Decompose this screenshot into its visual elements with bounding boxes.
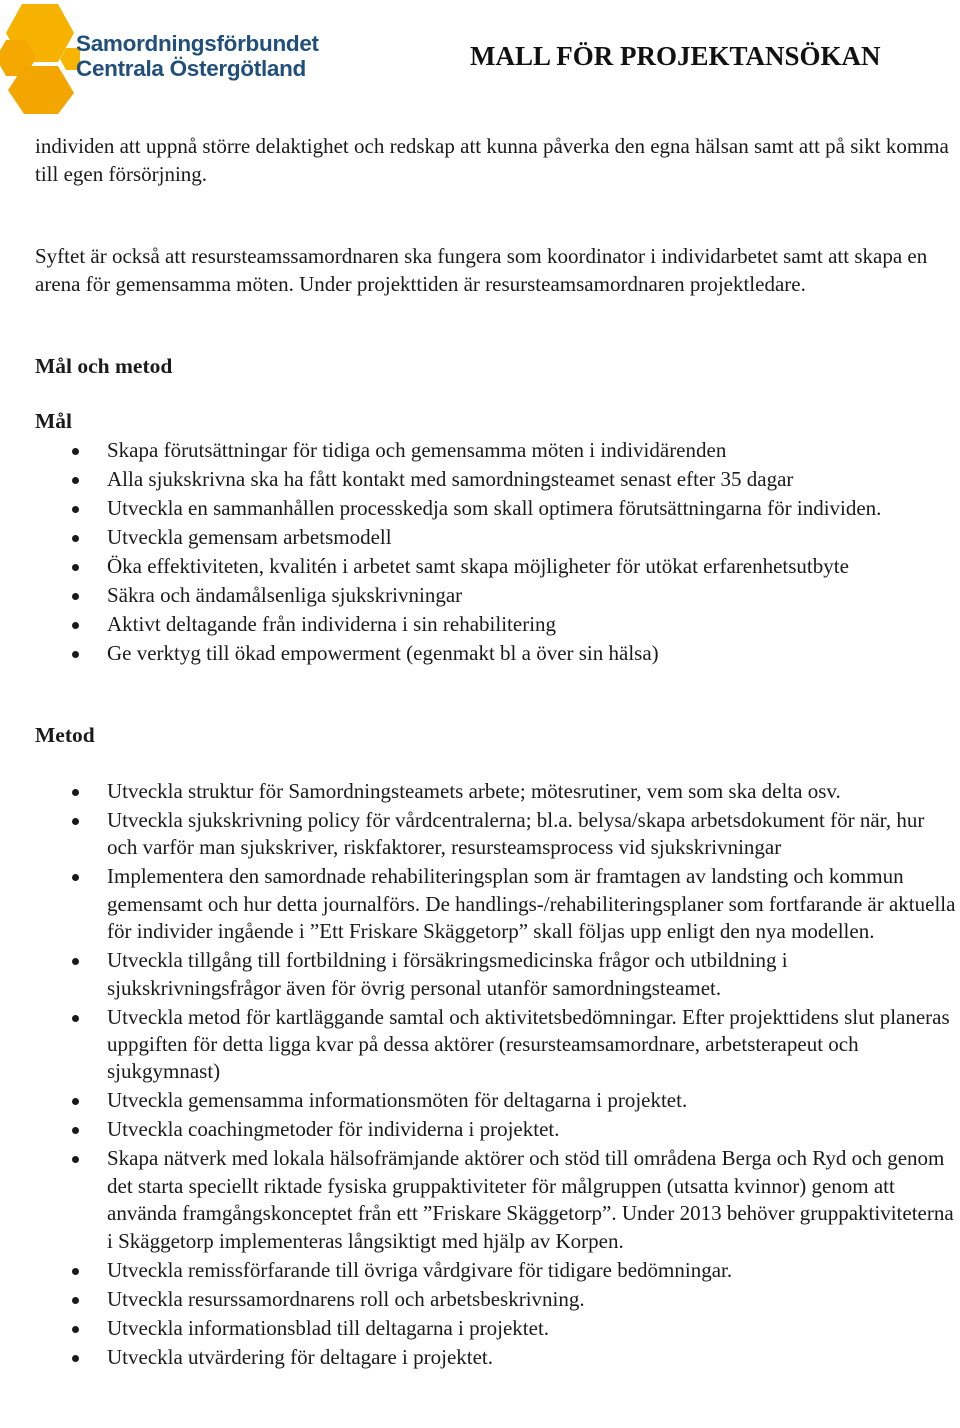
bullet-icon: [72, 564, 79, 571]
mal-heading: Mål: [35, 409, 73, 433]
list-item: Utveckla gemensam arbetsmodell: [0, 524, 960, 551]
bullet-icon: [72, 448, 79, 455]
list-item: Utveckla utvärdering för deltagare i projektet.: [0, 1344, 960, 1371]
list-item: Utveckla en sammanhållen processkedja som skall optimera förutsättningarna för individen.: [0, 495, 960, 522]
bullet-icon: [72, 1326, 79, 1333]
org-name-line-2: Centrala Östergötland: [76, 56, 306, 81]
bullet-icon: [72, 506, 79, 513]
bullet-icon: [72, 789, 79, 796]
document-title: MALL FÖR PROJEKTANSÖKAN: [470, 41, 881, 71]
list-item: Öka effektiviteten, kvalitén i arbetet samt skapa möjligheter för utökat erfarenhetsutbyte: [0, 553, 960, 580]
list-item: Utveckla struktur för Samordningsteamets arbete; mötesrutiner, vem som ska delta osv.: [0, 778, 960, 805]
bullet-icon: [72, 535, 79, 542]
bullet-icon: [72, 818, 79, 825]
list-item: Skapa nätverk med lokala hälsofrämjande aktörer och stöd till områdena Berga och Ryd och genom det starta speciellt riktade fysiska gruppaktiviteter för målgruppen (utsatta kvinnor) genom att använda framgångskonceptet från ett ”Friskare Skäggetorp”. Under 2013 behöver gruppaktiviteterna i Skäggetorp implementeras långsiktigt med hjälp av Korpen.: [0, 1145, 960, 1255]
bullet-icon: [72, 651, 79, 658]
bullet-icon: [72, 874, 79, 881]
organization-name: [76, 31, 319, 81]
org-name-line-1: Samordningsförbundet: [76, 31, 319, 56]
metod-heading: Metod: [35, 723, 95, 747]
list-item: Alla sjukskrivna ska ha fått kontakt med samordningsteamet senast efter 35 dagar: [0, 466, 960, 493]
bullet-icon: [72, 1268, 79, 1275]
list-item: Utveckla resurssamordnarens roll och arbetsbeskrivning.: [0, 1286, 960, 1313]
list-item: Aktivt deltagande från individerna i sin rehabilitering: [0, 611, 960, 638]
list-item: Utveckla sjukskrivning policy för vårdcentralerna; bl.a. belysa/skapa arbetsdokument för när, hur och varför man sjukskriver, riskfaktorer, resursteamsprocess vid sjukskrivningar: [0, 807, 960, 862]
list-item: Implementera den samordnade rehabiliteringsplan som är framtagen av landsting och kommun gemensamt och hur detta journalförs. De handlings-/rehabiliteringsplaner som fortfarande är aktuella för individer ingående i ”Ett Friskare Skäggetorp” skall följas upp enligt den nya modellen.: [0, 863, 960, 945]
list-item: Utveckla tillgång till fortbildning i försäkringsmedicinska frågor och utbildning i sjukskrivningsfrågor även för övrig personal utanför samordningsteamet.: [0, 947, 960, 1002]
mal-list: [0, 437, 960, 669]
list-item: Skapa förutsättningar för tidiga och gemensamma möten i individärenden: [0, 437, 960, 464]
list-item: Utveckla metod för kartläggande samtal och aktivitetsbedömningar. Efter projekttidens slut planeras uppgiften för detta ligga kvar på dessa aktörer (resursteamsamordnare, arbetsterapeut och sjukgymnast): [0, 1004, 960, 1086]
bullet-icon: [72, 1015, 79, 1022]
list-item: Utveckla coachingmetoder för individerna i projektet.: [0, 1116, 960, 1143]
bullet-icon: [72, 958, 79, 965]
section-heading: Mål och metod: [35, 354, 173, 378]
hexagon-logo-icon: [0, 0, 80, 114]
list-item: Utveckla gemensamma informationsmöten för deltagarna i projektet.: [0, 1087, 960, 1114]
bullet-icon: [72, 1355, 79, 1362]
list-item: Utveckla remissförfarande till övriga vårdgivare för tidigare bedömningar.: [0, 1257, 960, 1284]
bullet-icon: [72, 477, 79, 484]
metod-list: [0, 778, 960, 1373]
list-item: Utveckla informationsblad till deltagarna i projektet.: [0, 1315, 960, 1342]
bullet-icon: [72, 1098, 79, 1105]
bullet-icon: [72, 1127, 79, 1134]
list-item: Ge verktyg till ökad empowerment (egenmakt bl a över sin hälsa): [0, 640, 960, 667]
list-item: Säkra och ändamålsenliga sjukskrivningar: [0, 582, 960, 609]
bullet-icon: [72, 593, 79, 600]
bullet-icon: [72, 1297, 79, 1304]
intro-paragraph-2: Syftet är också att resursteamssamordnaren ska fungera som koordinator i individarbetet samt att skapa en arena för gemensamma möten. Under projekttiden är resursteamsamordnaren projektledare.: [35, 244, 928, 296]
bullet-icon: [72, 1156, 79, 1163]
intro-paragraph-1: individen att uppnå större delaktighet och redskap att kunna påverka den egna hälsan samt att på sikt komma till egen försörjning.: [35, 134, 949, 186]
bullet-icon: [72, 622, 79, 629]
